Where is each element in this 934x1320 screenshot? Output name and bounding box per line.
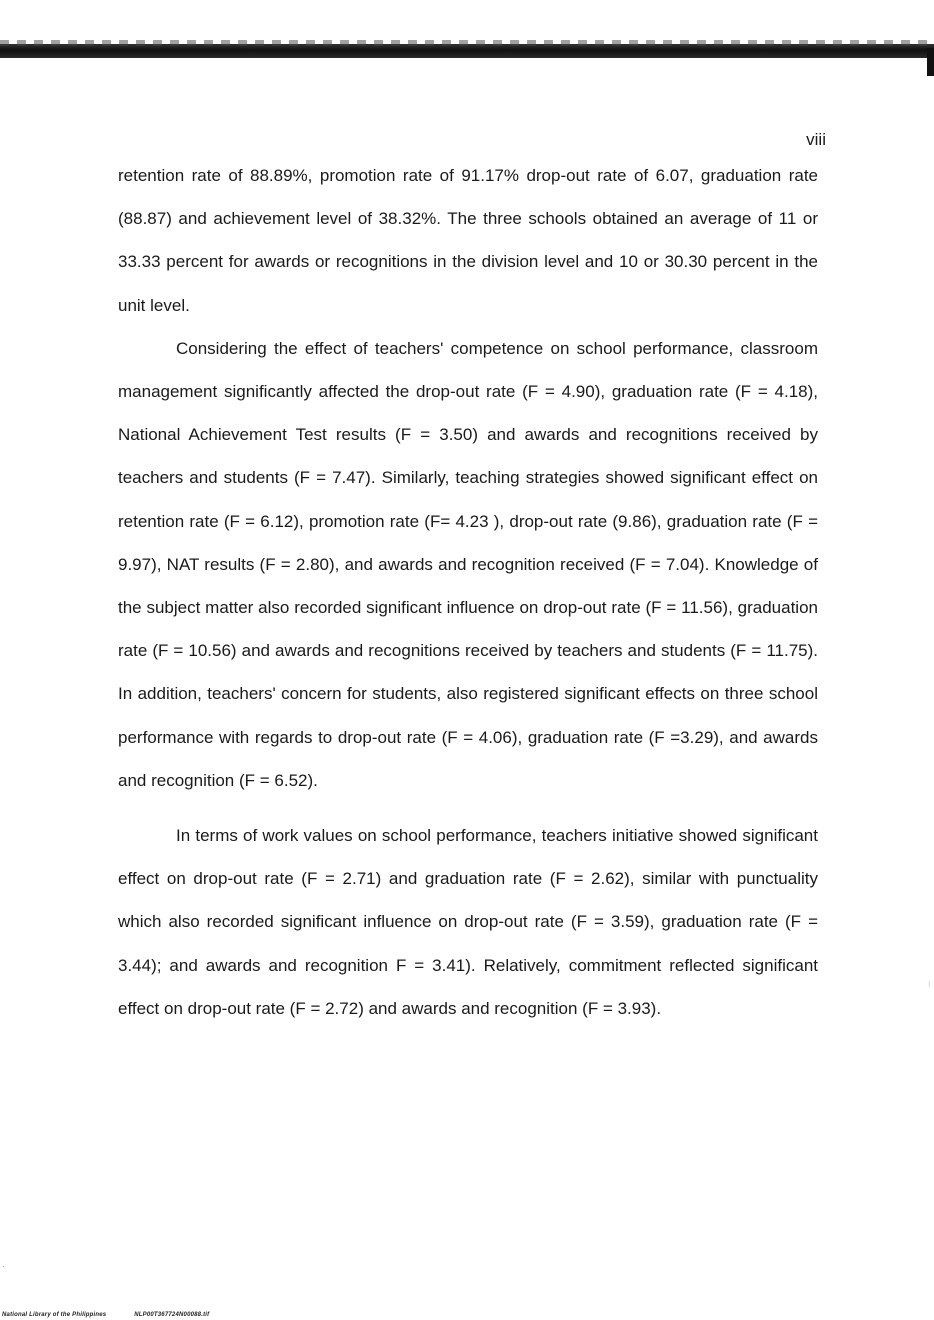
paragraph: Considering the effect of teachers' competence on school performance, classroom management significantly affected the drop-out rate (F = 4.90), graduation rate (F = 4.18), National Achievement Test results (F = 3.50) and awards and recognitions received by teachers and students (F = 7.47). Similarly, teaching strategies showed significant effect on retention rate (F = 6.12), promotion rate (F= 4.23 ), drop-out rate (9.86), graduation rate (F = 9.97), NAT results (F = 2.80), and awards and recognition received (F = 7.04). Knowledge of the subject matter also recorded significant influence on drop-out rate (F = 11.56), graduation rate (F = 10.56) and awards and recognitions received by teachers and students (F = 11.75). In addition, teachers' concern for students, also registered significant effects on three school performance with regards to drop-out rate (F = 4.06), graduation rate (F =3.29), and awards and recognition (F = 6.52). bbox=[118, 338, 818, 790]
paragraph: retention rate of 88.89%, promotion rate of 91.17% drop-out rate of 6.07, graduation rate (88.87) and achievement level of 38.32%. The three schools obtained an average of 11 or 33.33 percent for awards or recognitions in the division level and 10 or 30.30 percent in the unit level. bbox=[118, 166, 818, 315]
footer-code: NLP00T367724N00088.tif bbox=[134, 1312, 210, 1318]
scan-speck: · bbox=[2, 1262, 5, 1271]
page-number: viii bbox=[806, 130, 826, 149]
footer bbox=[2, 1312, 209, 1318]
scan-top-bar bbox=[0, 44, 934, 58]
scan-edge-mark bbox=[927, 48, 934, 76]
paragraph: In terms of work values on school performance, teachers initiative showed significant effect on drop-out rate (F = 2.71) and graduation rate (F = 2.62), similar with punctuality which also recorded significant influence on drop-out rate (F = 3.59), graduation rate (F = 3.44); and awards and recognition F = 3.41). Relatively, commitment reflected significant effect on drop-out rate (F = 2.72) and awards and recognition (F = 3.93). bbox=[118, 826, 818, 1018]
body-text bbox=[118, 154, 818, 1030]
scan-mark: ⁝ bbox=[928, 980, 931, 989]
footer-library: National Library of the Philippines bbox=[2, 1312, 107, 1318]
